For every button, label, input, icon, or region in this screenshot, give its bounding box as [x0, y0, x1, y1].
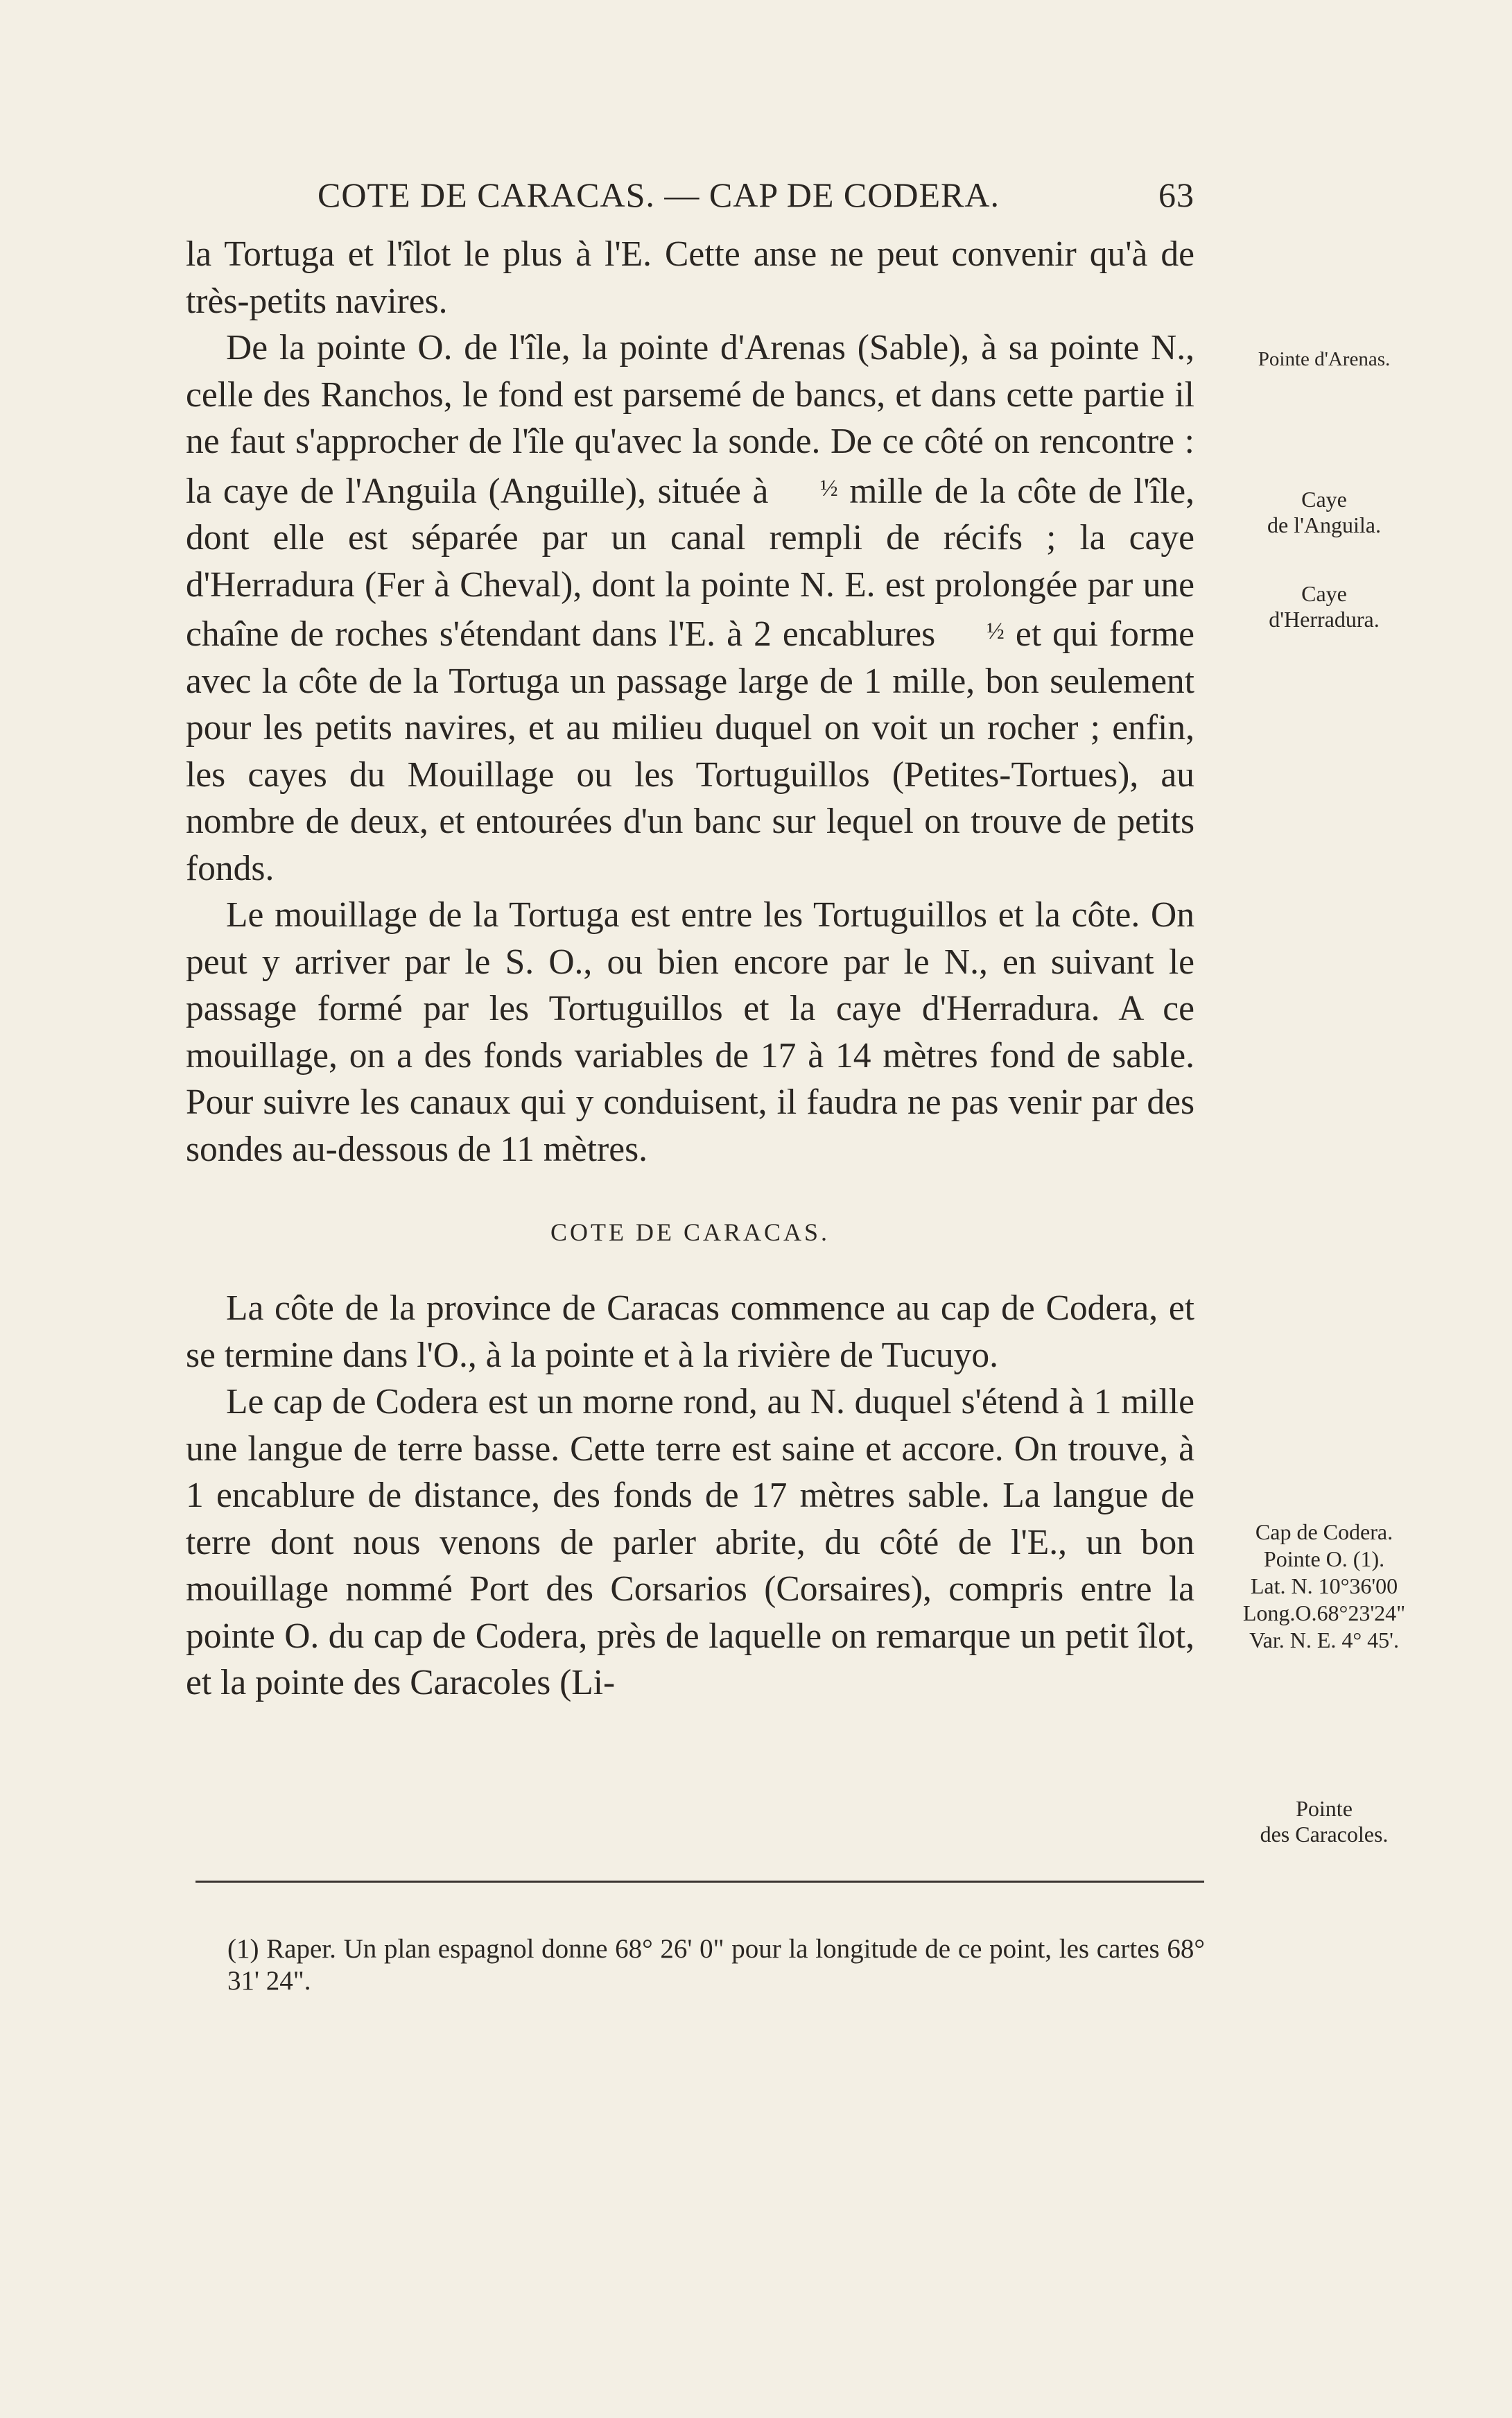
margin-note-herradura-line2: d'Herradura.	[1269, 607, 1380, 632]
header-title: COTE DE CARACAS. — CAP DE CODERA.	[318, 175, 1000, 214]
paragraph-3: Le mouillage de la Tortuga est entre les Tortuguillos et la côte. On peut y arriver par le S. O., ou bien encore par le N., en suivant le passage formé par les Tortuguillos et la caye d'Herradura. A ce mouillage, on a des fonds variables de 17 à 14 mètres fond de sable. Pour suivre les canaux qui y conduisent, il faudra ne pas venir par des sondes au-dessous de 11 mètres.	[186, 895, 1194, 1169]
footnote-rule	[195, 1881, 1204, 1883]
margin-note-arenas-text: Pointe d'Arenas.	[1258, 348, 1391, 370]
margin-note-codera-line3: Lat. N. 10°36'00	[1250, 1573, 1398, 1598]
paragraph-2	[186, 325, 1194, 892]
margin-note-anguila	[1220, 487, 1428, 538]
paragraph-2-part-b: mille de la côte de l'île, dont elle est séparée par un canal rempli de récifs ; la caye d'Herradura (Fer à Cheval), dont la pointe N. E. est prolongée par une chaîne de roches s'étendant dans l'E. à 2 encablures	[186, 471, 1195, 654]
paragraph-2-part-a: De la pointe O. de l'île, la pointe d'Arenas (Sable), à sa pointe N., celle des Ranchos, le fond est parsemé de bancs, et dans cette partie il ne faut s'approcher de l'île qu'avec la sonde. De ce côté on rencontre : la caye de l'Anguila (Anguille), située à	[186, 328, 1194, 511]
margin-note-codera	[1220, 1519, 1428, 1654]
margin-note-anguila-line2: de l'Anguila.	[1267, 512, 1381, 537]
section-title: COTE DE CARACAS.	[550, 1218, 831, 1246]
paragraph-4: La côte de la province de Caracas commence au cap de Codera, et se termine dans l'O., à la pointe et à la rivière de Tucuyo.	[186, 1288, 1194, 1375]
paragraph-1: la Tortuga et l'îlot le plus à l'E. Cette anse ne peut convenir qu'à de très-petits navires.	[186, 234, 1194, 321]
margin-note-anguila-line1: Caye	[1301, 487, 1347, 512]
main-text	[186, 231, 1194, 1707]
margin-note-codera-line4: Long.O.68°23'24"	[1242, 1600, 1406, 1625]
margin-note-codera-line1: Cap de Codera.	[1255, 1519, 1393, 1544]
margin-note-caracoles-line2: des Caracoles.	[1260, 1822, 1389, 1847]
margin-note-herradura-line1: Caye	[1301, 581, 1347, 606]
running-header	[186, 175, 1194, 223]
footnote-text: (1) Raper. Un plan espagnol donne 68° 26' 0" pour la longitude de ce point, les cartes 68° 31' 24".	[227, 1934, 1205, 1996]
footnote	[186, 1933, 1205, 1997]
page-number: 63	[1158, 175, 1194, 214]
margin-note-arenas	[1220, 347, 1428, 372]
fraction-half-2: ½	[987, 619, 1005, 644]
margin-note-codera-line5: Var. N. E. 4° 45'.	[1249, 1627, 1399, 1652]
fraction-half-1: ½	[820, 475, 838, 501]
paragraph-2-part-c: et qui forme avec la côte de la Tortuga un passage large de 1 mille, bon seulement pour les petits navires, et au milieu duquel on voit un rocher ; enfin, les cayes du Mouillage ou les Tortuguillos (Petites-Tortues), au nombre de deux, et entourées d'un banc sur lequel on trouve de petits fonds.	[186, 614, 1194, 888]
margin-note-codera-line2: Pointe O. (1).	[1263, 1546, 1385, 1571]
margin-note-herradura	[1220, 581, 1428, 632]
margin-note-caracoles	[1220, 1796, 1428, 1847]
margin-note-caracoles-line1: Pointe	[1296, 1796, 1353, 1821]
paragraph-5: Le cap de Codera est un morne rond, au N. duquel s'étend à 1 mille une langue de terre basse. Cette terre est saine et accore. On trouve, à 1 encablure de distance, des fonds de 17 mètres sable. La langue de terre dont nous venons de parler abrite, du côté de l'E., un bon mouillage nommé Port des Corsarios (Corsaires), compris entre la pointe O. du cap de Codera, près de laquelle on remarque un petit îlot, et la pointe des Caracoles (Li-	[186, 1382, 1194, 1702]
